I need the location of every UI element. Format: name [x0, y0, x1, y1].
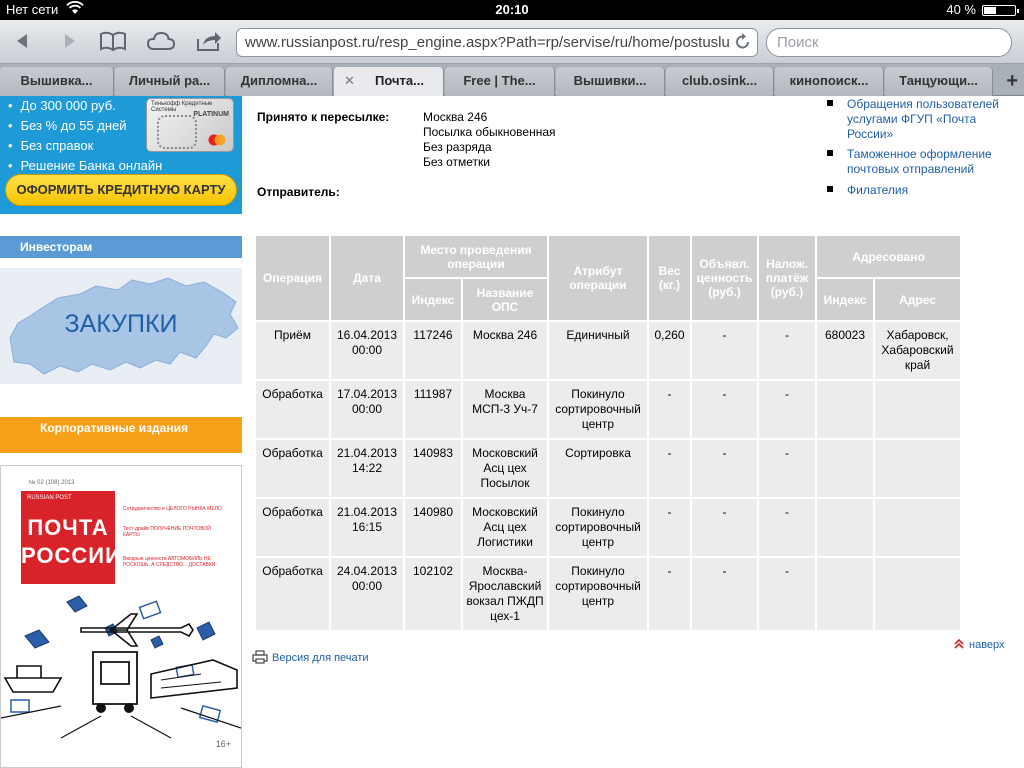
header-place: Место проведения операции — [405, 236, 547, 277]
magazine-headline: Вводные ценности АВТОМОБИЛЬ НЕ РОСКОШЬ, А СРЕДСТВО... ДОСТАВКИ — [123, 556, 216, 568]
cell-declared: - — [692, 381, 757, 438]
reload-icon[interactable] — [735, 33, 751, 55]
cell-index: 111987 — [405, 381, 461, 438]
link-text: Обращения пользователей услугами ФГУП «Почта России» — [847, 97, 999, 141]
credit-card-banner[interactable] — [0, 96, 242, 214]
print-label: Версия для печати — [272, 652, 369, 664]
cell-operation: Обработка — [256, 558, 329, 630]
apply-credit-card-button[interactable]: ОФОРМИТЬ КРЕДИТНУЮ КАРТУ — [5, 174, 237, 206]
tab-label: Вышивки... — [573, 73, 647, 88]
status-bar — [0, 0, 1024, 20]
cell-addr-index — [817, 381, 873, 438]
table-row — [256, 499, 960, 556]
battery-percent: 40 % — [946, 2, 976, 17]
corporate-publications-link[interactable]: Корпоративные издания — [0, 417, 242, 453]
left-sidebar — [0, 96, 242, 768]
cell-weight: 0,260 — [649, 322, 690, 379]
cell-attribute: Покинуло сортировочный центр — [549, 381, 647, 438]
link-text: Филателия — [847, 183, 909, 197]
magazine-brand: RUSSIAN POST — [27, 495, 72, 501]
cell-address — [875, 381, 960, 438]
header-address: Адрес — [875, 279, 960, 320]
tab-5[interactable] — [445, 67, 555, 96]
sender-label: Отправитель: — [257, 185, 340, 199]
card-pattern — [157, 115, 197, 149]
investors-link[interactable]: Инвесторам — [0, 236, 242, 258]
cell-index: 117246 — [405, 322, 461, 379]
tab-label: Дипломна... — [240, 73, 318, 88]
pochta-rossii-logo — [21, 491, 122, 584]
tab-bar — [0, 64, 1024, 96]
header-addr-index: Индекс — [817, 279, 873, 320]
cell-weight: - — [649, 558, 690, 630]
bullet-square-icon — [827, 150, 833, 156]
forward-arrow-icon[interactable] — [54, 26, 84, 56]
search-placeholder: Поиск — [777, 34, 819, 51]
accepted-value: Без разряда — [423, 140, 492, 154]
accepted-label: Принято к пересылке: — [257, 110, 390, 124]
tab-4-active[interactable] — [334, 67, 444, 96]
header-weight: Вес (кг.) — [649, 236, 690, 320]
cell-cod: - — [759, 322, 815, 379]
cell-date: 16.04.2013 00:00 — [331, 322, 403, 379]
cell-declared: - — [692, 440, 757, 497]
cell-date: 21.04.2013 16:15 — [331, 499, 403, 556]
zakupki-banner[interactable] — [0, 268, 242, 384]
cell-cod: - — [759, 381, 815, 438]
battery-icon — [982, 5, 1016, 16]
cell-weight: - — [649, 440, 690, 497]
share-icon[interactable] — [194, 26, 224, 56]
tracking-table — [254, 234, 962, 632]
header-attribute: Атрибут операции — [549, 236, 647, 320]
tab-2[interactable] — [115, 67, 225, 96]
cell-attribute: Покинуло сортировочный центр — [549, 499, 647, 556]
bullet-square-icon — [827, 186, 833, 192]
cell-addr-index — [817, 499, 873, 556]
cell-ops-name: Москва-Ярославский вокзал ПЖДП цех-1 — [463, 558, 547, 630]
tab-6[interactable] — [556, 67, 665, 96]
tab-label: Почта... — [375, 73, 424, 88]
cell-declared: - — [692, 558, 757, 630]
cell-address: Хабаровск, Хабаровский край — [875, 322, 960, 379]
cell-attribute: Сортировка — [549, 440, 647, 497]
magazine-cover[interactable] — [0, 465, 242, 768]
tab-3[interactable] — [226, 67, 333, 96]
tab-8[interactable] — [775, 67, 884, 96]
cell-ops-name: Московский Асц цех Посылок — [463, 440, 547, 497]
table-row — [256, 322, 960, 379]
accepted-value: Посылка обыкновенная — [423, 125, 556, 139]
benefit-item: • До 300 000 руб. — [8, 96, 162, 116]
cell-weight: - — [649, 381, 690, 438]
cell-attribute: Покинуло сортировочный центр — [549, 558, 647, 630]
cell-ops-name: Москва 246 — [463, 322, 547, 379]
accepted-value: Без отметки — [423, 155, 491, 169]
tab-label: club.osink... — [681, 73, 758, 88]
zakupki-label: ЗАКУПКИ — [64, 310, 178, 338]
tab-label: Free | The... — [463, 73, 536, 88]
clock: 20:10 — [495, 2, 529, 17]
link-philately[interactable] — [827, 183, 1017, 198]
top-label: наверх — [969, 639, 1005, 651]
tab-9[interactable] — [885, 67, 993, 96]
tab-label: кинопоиск... — [789, 73, 869, 88]
icloud-tabs-icon[interactable] — [146, 26, 176, 56]
benefit-item: • Без % до 55 дней — [8, 116, 162, 136]
cell-cod: - — [759, 440, 815, 497]
cell-date: 17.04.2013 00:00 — [331, 381, 403, 438]
browser-toolbar — [0, 20, 1024, 64]
cell-addr-index: 680023 — [817, 322, 873, 379]
header-operation: Операция — [256, 236, 329, 320]
cell-ops-name: Москва МСП-3 Уч-7 — [463, 381, 547, 438]
close-tab-icon[interactable]: ✕ — [344, 73, 355, 88]
bookmarks-book-icon[interactable] — [98, 26, 128, 56]
credit-benefits-list — [8, 96, 162, 176]
logistics-illustration-icon — [1, 588, 242, 768]
card-brand: Тинькофф Кредитные Системы — [151, 101, 213, 113]
tab-label: Танцующи... — [899, 73, 978, 88]
header-index: Индекс — [405, 279, 461, 320]
link-customs[interactable] — [827, 147, 1017, 177]
tab-1[interactable] — [0, 67, 114, 96]
cell-operation: Обработка — [256, 381, 329, 438]
table-row — [256, 558, 960, 630]
cell-addr-index — [817, 558, 873, 630]
carrier-label: Нет сети — [6, 2, 59, 17]
cell-operation: Обработка — [256, 499, 329, 556]
header-cod: Налож. платёж (руб.) — [759, 236, 815, 320]
cell-index: 140983 — [405, 440, 461, 497]
magazine-headline: Сотрудничество и ЦЕЛОГО РЫНКА МЕЛО — [123, 506, 222, 512]
back-arrow-icon[interactable] — [8, 26, 38, 56]
printer-icon — [252, 650, 268, 667]
address-bar[interactable] — [236, 28, 758, 57]
new-tab-plus-icon[interactable]: + — [1006, 70, 1018, 92]
cell-attribute: Единичный — [549, 322, 647, 379]
cell-declared: - — [692, 499, 757, 556]
header-ops-name: Название ОПС — [463, 279, 547, 320]
tab-label: Вышивка... — [20, 73, 93, 88]
card-tier: PLATINUM — [193, 111, 229, 118]
search-field[interactable] — [766, 28, 1012, 57]
benefit-item: • Без справок — [8, 136, 162, 156]
double-up-arrow-icon — [954, 638, 964, 653]
cell-ops-name: Московский Асц цех Логистики — [463, 499, 547, 556]
mastercard-logo-icon — [207, 133, 227, 145]
cell-weight: - — [649, 499, 690, 556]
header-date: Дата — [331, 236, 403, 320]
cell-index: 140980 — [405, 499, 461, 556]
magazine-title-line1: ПОЧТА — [27, 515, 109, 540]
address-text: www.russianpost.ru/resp_engine.aspx?Path=rp/servise/ru/home/postuslu — [245, 34, 730, 51]
cell-index: 102102 — [405, 558, 461, 630]
battery-level-fill — [984, 7, 996, 14]
age-rating: 16+ — [215, 739, 231, 749]
cell-date: 24.04.2013 00:00 — [331, 558, 403, 630]
header-addressed: Адресовано — [817, 236, 960, 277]
magazine-title-line2: РОССИИ — [21, 543, 122, 568]
cell-operation: Обработка — [256, 440, 329, 497]
table-row — [256, 381, 960, 438]
cell-addr-index — [817, 440, 873, 497]
accepted-value: Москва 246 — [423, 110, 488, 124]
cell-cod: - — [759, 558, 815, 630]
header-declared: Объявл. ценность (руб.) — [692, 236, 757, 320]
magazine-issue: № 02 (108) 2013 — [29, 480, 75, 486]
link-text: Таможенное оформление почтовых отправлений — [847, 147, 992, 176]
tab-label: Личный ра... — [128, 73, 211, 88]
cell-declared: - — [692, 322, 757, 379]
benefit-item: • Решение Банка онлайн — [8, 156, 162, 176]
cell-address — [875, 499, 960, 556]
cell-cod: - — [759, 499, 815, 556]
table-row — [256, 440, 960, 497]
link-user-appeals[interactable] — [827, 97, 1017, 142]
credit-card-image — [146, 98, 234, 152]
cell-operation: Приём — [256, 322, 329, 379]
tab-7[interactable] — [666, 67, 774, 96]
magazine-headline: Тест-драйв ПОЛУЧЕНИЕ ПОЧТОВОЙ КАРТЫ — [123, 526, 211, 538]
cell-address — [875, 558, 960, 630]
bullet-square-icon — [827, 100, 833, 106]
cell-date: 21.04.2013 14:22 — [331, 440, 403, 497]
cell-address — [875, 440, 960, 497]
